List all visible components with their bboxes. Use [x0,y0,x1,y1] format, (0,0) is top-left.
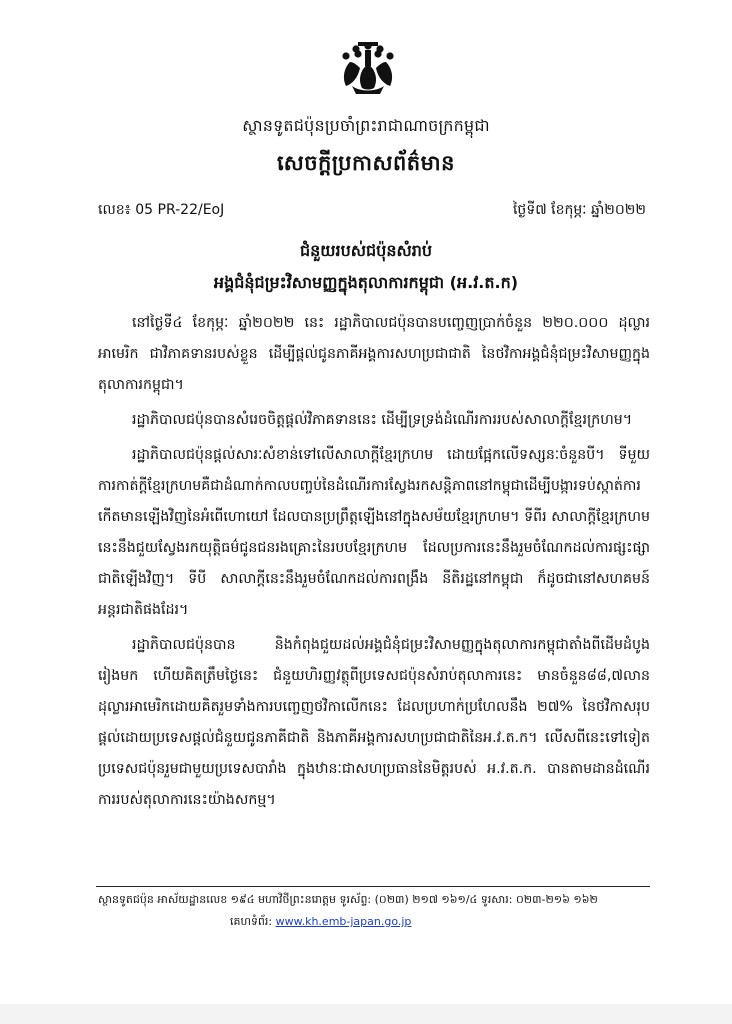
footer-address: ស្ថានទូតជប៉ុន អាស័យដ្ឋានលេខ ១៩៤ មហាវិថីព្រះនរោត្តម ទូរស័ព្ទ: (០២៣) ២១៧ ១៦១/៤ ទូរសារ: ០២៣-២១៦ ១៦២ [98,893,598,906]
paragraph-4: រដ្ឋាភិបាលជប៉ុនបាន និងកំពុងជួយដល់អង្គជំនុំជម្រះវិសាមញ្ញក្នុងតុលាការកម្ពុជាតាំងពីដើមដំបូងរៀងមក ហើយគិតត្រឹមថ្ងៃនេះ ជំនួយហិរញ្ញវត្ថុពីប្រទេសជប៉ុនសំរាប់តុលាការនេះ មានចំនួន៨៨,៧លានដុល្លារអាមេរិកដោយគិតរួមទាំងការបញ្ចេញថវិកាលើកនេះ ដែលប្រហាក់ប្រហែលនឹង ២៧% នៃថវិកាសរុបផ្តល់ដោយប្រទេសផ្តល់ជំនួយជូនភាគីជាតិ និងភាគីអង្គការសហប្រជាជាតិនៃអ.វ.ត.ក។ លើសពីនេះទៅទៀត ប្រទេសជប៉ុនរួមជាមួយប្រទេសបារាំង ក្នុងឋានៈជាសហប្រធាននៃមិត្តរបស់ អ.វ.ត.ក. បានតាមដានដំណើរការរបស់តុលាការនេះយ៉ាងសកម្ម។ [98,637,650,808]
paragraph-3: រដ្ឋាភិបាលជប៉ុនផ្តល់សារៈសំខាន់ទៅលើសាលាក្តីខ្មែរក្រហម ដោយផ្អែកលើទស្សនៈចំនួនបី។ ទីមួយ ការកាត់ក្តីខ្មែរក្រហមគឺជាដំណាក់កាលបញ្ចប់នៃដំណើរការស្វែងរកសន្តិភាពនៅកម្ពុជាដើម្បីបង្ការទប់ស្កាត់ការកើតមានឡើងវិញនៃអំពើហោយៅ ដែលបានប្រព្រឹត្តឡើងនៅក្នុងសម័យខ្មែរក្រហម។ ទីពីរ សាលាក្តីខ្មែរក្រហមនេះនឹងជួយស្វែងរកយុត្តិធម៌ជូនជនរងគ្រោះនៃរបបខ្មែរក្រហម ដែលប្រការនេះនឹងរួមចំណែកដល់ការផ្សះផ្សាជាតិឡើងវិញ។ ទីបី សាលាក្តីនេះនឹងរួមចំណែកដល់ការពង្រឹង នីតិរដ្ឋនៅកម្ពុជា ក៏ដូចជានៅសហគមន៍អន្តរជាតិផងដែរ។ [98,447,650,618]
reference-number [98,200,224,221]
reference-row [98,200,646,222]
paulownia-crest-icon [338,40,398,96]
reference-label: លេខ៖ [98,202,131,218]
paragraph-2: រដ្ឋាភិបាលជប៉ុនបានសំរេចចិត្តផ្តល់វិភាគទាននេះ ដើម្បីទ្រទ្រង់ដំណើរការរបស់សាលាក្តីខ្មែរក្រហម។ [132,412,633,428]
subheading-line-1: ជំនួយរបស់ជប៉ុនសំរាប់ [299,241,433,260]
subheading-line-2: អង្គជំនុំជម្រះវិសាមញ្ញក្នុងតុលាការកម្ពុជា (អ.វ.ត.ក) [213,273,519,292]
embassy-name: ស្ថានទូតជប៉ុនប្រចាំព្រះរាជាណាចក្រកម្ពុជា [242,116,490,135]
page-bottom-edge [0,1004,732,1024]
website-label: គេហទំព័រ: [230,915,273,928]
footer-website [230,915,411,931]
reference-value: 05 PR-22/EoJ [135,202,225,218]
release-date: ថ្ងៃទី៧ ខែកុម្ភៈ ឆ្នាំ២០២២ [512,202,646,218]
press-release-body [98,308,650,820]
page-title: សេចក្តីប្រកាសព័ត៌មាន [277,151,455,175]
footer-divider [96,886,650,887]
paragraph-1: នៅថ្ងៃទី៤ ខែកុម្ភៈ ឆ្នាំ២០២២ នេះ រដ្ឋាភិបាលជប៉ុនបានបញ្ចេញប្រាក់ចំនួន ២២០.០០០ ដុល្លារអាមេរិក ជាវិភាគទានរបស់ខ្លួន ដើម្បីផ្តល់ជូនភាគីអង្គការសហប្រជាជាតិ នៃថវិកាអង្គជំនុំជម្រះវិសាមញ្ញក្នុងតុលាការកម្ពុជា។ [98,315,650,393]
website-link[interactable]: www.kh.emb-japan.go.jp [275,915,412,928]
